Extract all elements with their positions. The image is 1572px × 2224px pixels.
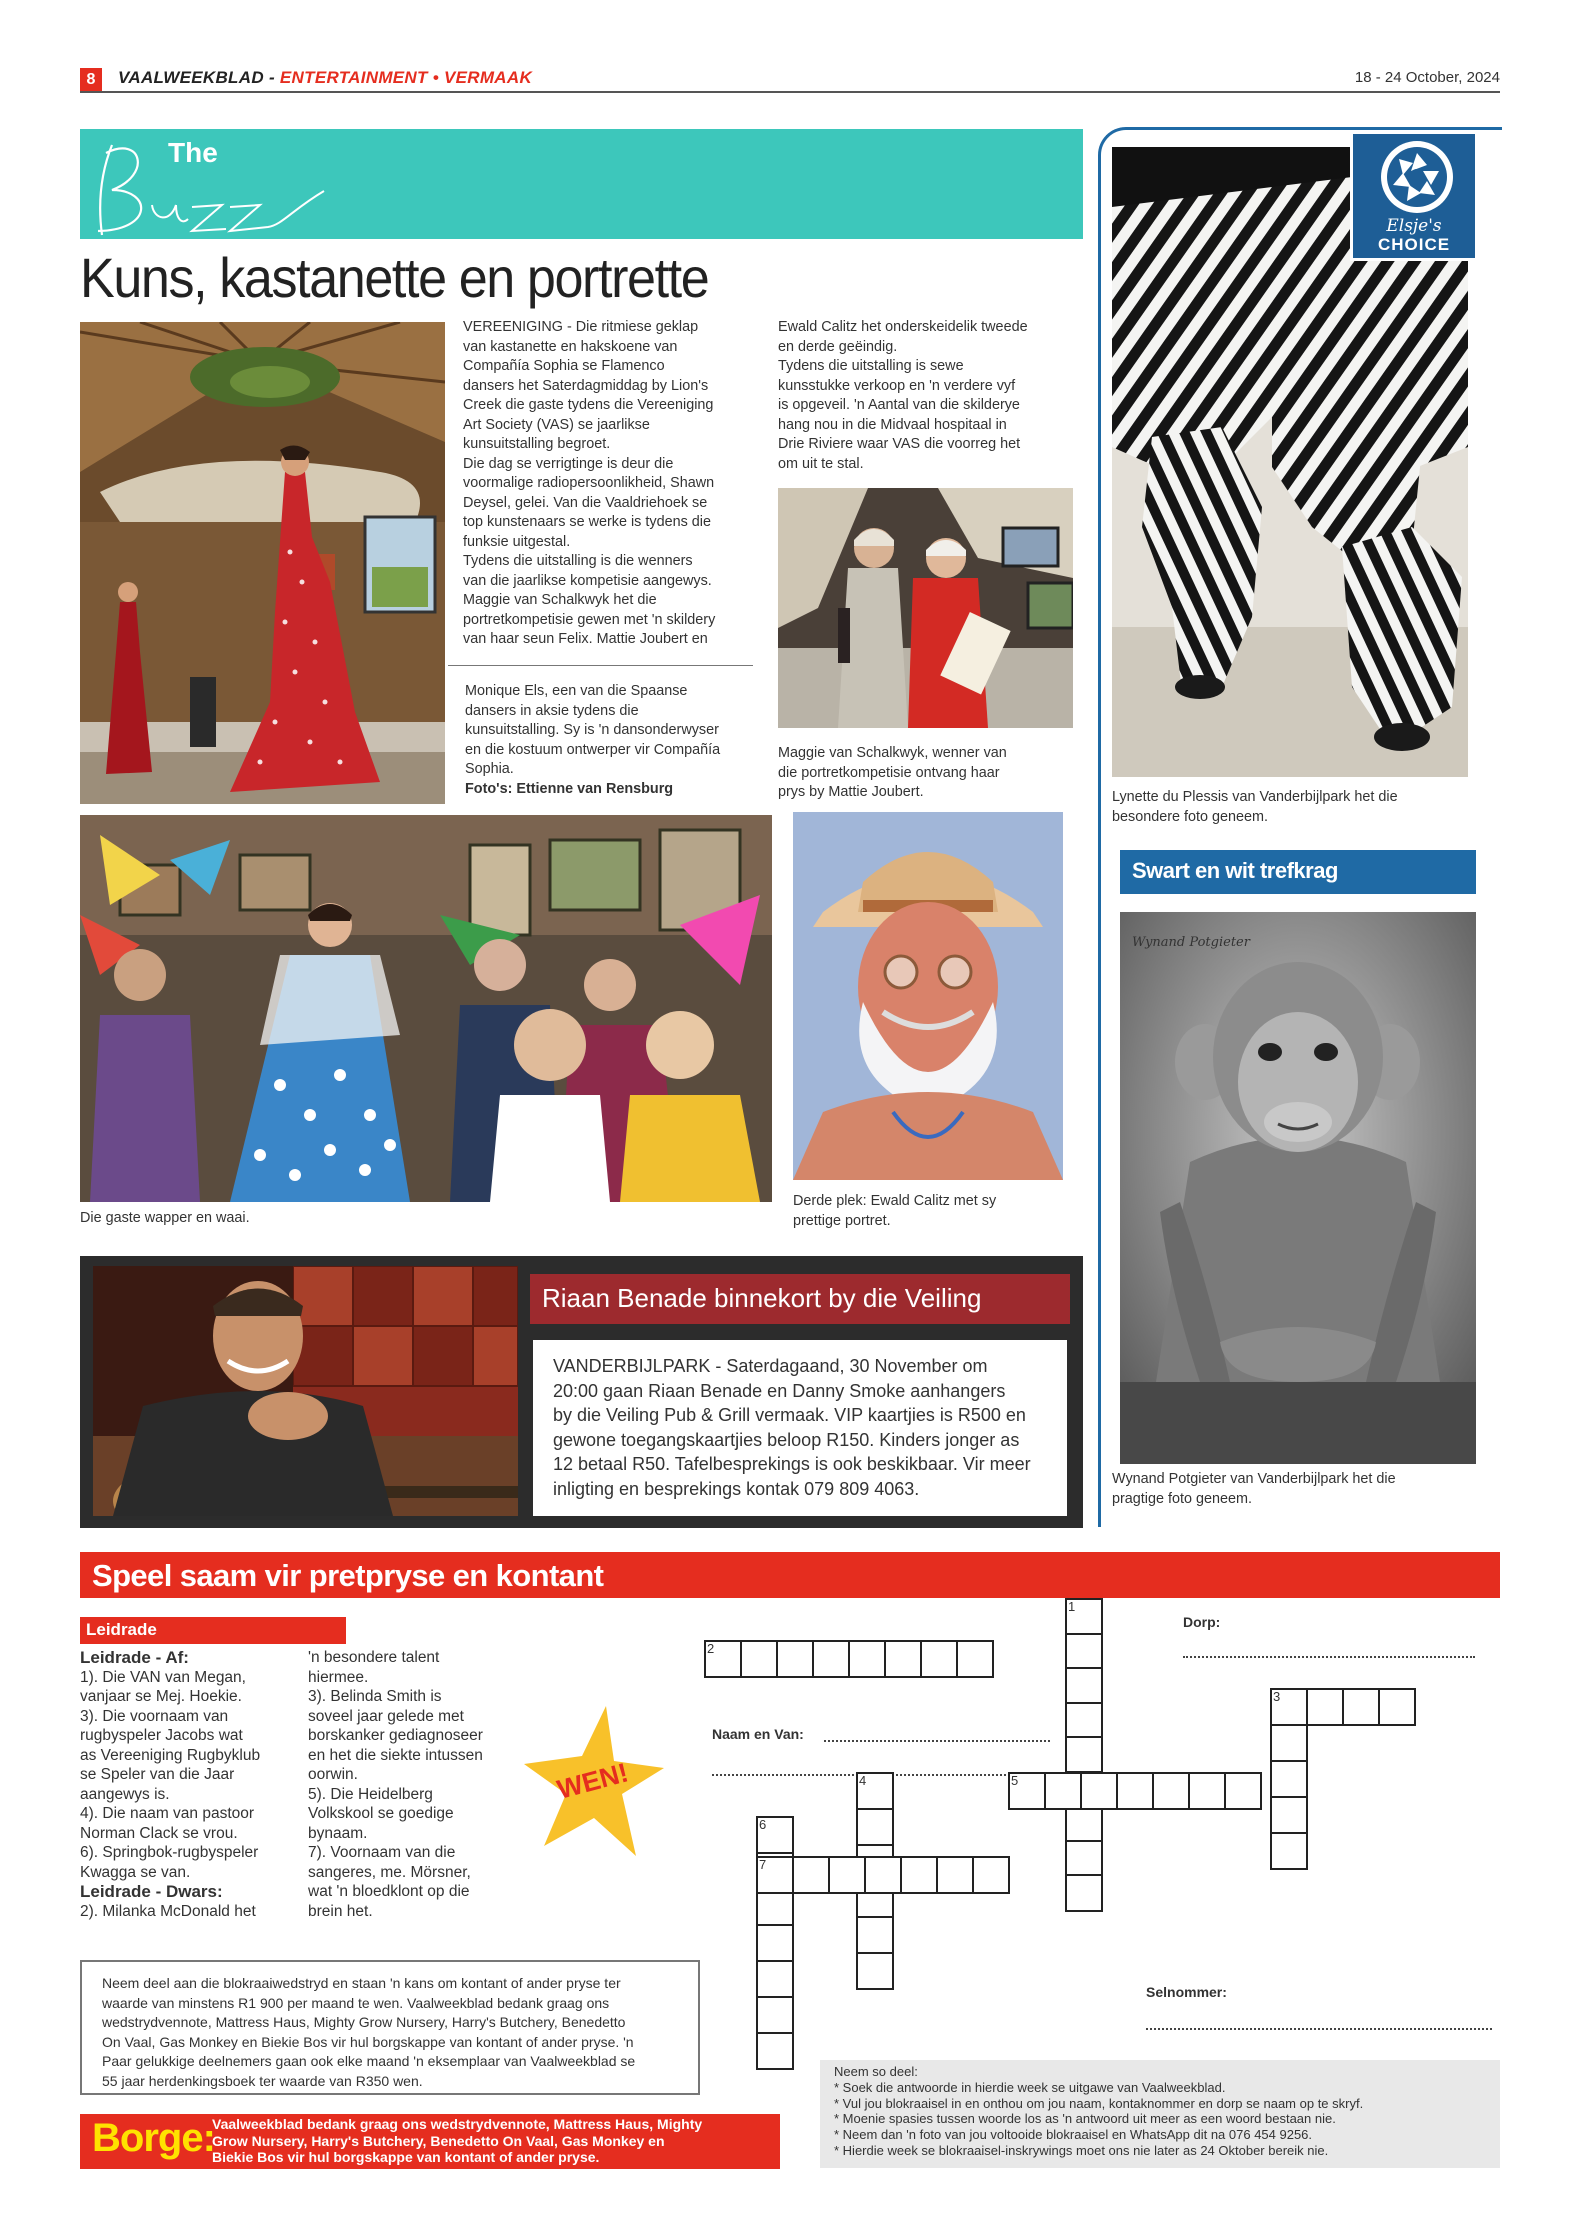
caption-zebra: [1112, 788, 1482, 827]
clue-line: 3). Belinda Smith is: [308, 1688, 442, 1705]
clue-line: hiermee.: [308, 1668, 369, 1686]
caption-line: die portretkompetisie ontvang haar: [778, 764, 1000, 781]
crossword-cell[interactable]: [1065, 1702, 1103, 1740]
caption-dancer: [465, 682, 775, 799]
article-line: top kunstenaars se werke is tydens die: [463, 514, 711, 530]
info-line: wedstrydvennote, Mattress Haus, Mighty Grow Nursery, Harry's Butchery, Benedetto: [102, 2014, 626, 2030]
crossword-cell[interactable]: [756, 2032, 794, 2070]
header-rule: [80, 91, 1500, 93]
info-line: 55 jaar herdenkingsboek ter waarde van R350 wen.: [102, 2072, 423, 2089]
article-line: Tydens die uitstalling is sewe: [778, 358, 964, 374]
naam-label: Naam en Van:: [712, 1726, 804, 1742]
clues-dwars-heading: Leidrade - Dwars:: [80, 1882, 223, 1901]
photo-chimpanzee: [1120, 912, 1476, 1464]
article-line: Drie Riviere waar VAS die voorreg het: [778, 436, 1021, 452]
clue-line: bynaam.: [308, 1824, 368, 1842]
caption-line: prettige portret.: [793, 1212, 891, 1229]
article-line: dansers het Saterdagmiddag by Lion's: [463, 377, 709, 394]
crossword-cell[interactable]: [1044, 1772, 1082, 1810]
crossword-cell[interactable]: [1306, 1688, 1344, 1726]
article-line: Deysel, gelei. Van die Vaaldriehoek se: [463, 494, 708, 511]
clue-line: 2). Milanka McDonald het: [80, 1902, 256, 1920]
wen-star-icon: [524, 1706, 664, 1856]
borge-word: Borge:: [92, 2116, 215, 2160]
article-line: is opgeveil. 'n Aantal van die skilderye: [778, 397, 1020, 413]
crossword-cell[interactable]: [1270, 1724, 1308, 1762]
borge-line: Grow Nursery, Harry's Butchery, Benedetto On Vaal, Gas Monkey en: [212, 2132, 665, 2149]
caption-line: Lynette du Plessis van Vanderbijlpark het die: [1112, 789, 1398, 805]
article-line: Creek die gaste tydens die Vereeniging: [463, 397, 714, 413]
info-line: Neem deel aan die blokraaiwedstryd en staan 'n kans om kontant of ander pryse ter: [102, 1975, 621, 1991]
crossword-number: 5: [1011, 1773, 1019, 1788]
chimp-signature: Wynand Potgieter: [1132, 935, 1250, 950]
article-line: VEREENIGING - Die ritmiese geklap: [463, 319, 699, 335]
clues-column-1: [80, 1648, 310, 1921]
riaan-line: inligting en besprekings kontak 079 809 4063.: [553, 1478, 920, 1499]
crossword-cell[interactable]: [792, 1856, 830, 1894]
clue-line: oorwin.: [308, 1766, 358, 1783]
dorp-field[interactable]: [1183, 1656, 1475, 1658]
borge-line: Vaalweekblad bedank graag ons wedstrydvennote, Mattress Haus, Mighty: [212, 2116, 703, 2132]
article-line: Ewald Calitz het onderskeidelik tweede: [778, 319, 1028, 335]
clue-line: Norman Clack se vrou.: [80, 1824, 238, 1842]
crossword-cell[interactable]: [1270, 1760, 1308, 1798]
caption-guests: Die gaste wapper en waai.: [80, 1210, 250, 1226]
clue-line: 4). Die naam van pastoor: [80, 1805, 255, 1822]
crossword-cell[interactable]: [856, 1952, 894, 1990]
clue-line: vanjaar se Mej. Hoekie.: [80, 1688, 242, 1705]
article-column-2: [778, 318, 1083, 474]
crossword-cell[interactable]: [740, 1640, 778, 1678]
leidrade-tag: Leidrade: [80, 1617, 346, 1644]
crossword-cell[interactable]: [900, 1856, 938, 1894]
clues-af-heading: Leidrade - Af:: [80, 1648, 189, 1667]
crossword-cell[interactable]: [1065, 1874, 1103, 1912]
info-line: On Vaal, Gas Monkey en Biekie Bos vir hul borgskappe van kontant of ander pryse. 'n: [102, 2033, 634, 2050]
clue-line: aangewys is.: [80, 1785, 170, 1803]
article-line: voormalige radiopersoonlikheid, Shawn: [463, 475, 715, 491]
crossword-cell[interactable]: [756, 1996, 794, 2034]
riaan-line: by die Veiling Pub & Grill vermaak. VIP kaartjies is R500 en: [553, 1405, 1026, 1425]
caption-line: Maggie van Schalkwyk, wenner van: [778, 745, 1007, 761]
camera-shutter-icon: [1381, 141, 1453, 213]
issue-date: 18 - 24 October, 2024: [1354, 69, 1500, 86]
photo-ewald-portrait: [793, 812, 1063, 1180]
dorp-label: Dorp:: [1183, 1614, 1221, 1630]
crossword-cell[interactable]: [972, 1856, 1010, 1894]
riaan-line: 12 betaal R50. Tafelbesprekings is ook beskikbaar. Vir meer: [553, 1454, 1031, 1474]
clue-line: 5). Die Heidelberg: [308, 1785, 433, 1803]
article-line: hang nou in die Midvaal hospitaal in: [778, 416, 1007, 433]
buzz-script-text: Buzz: [92, 135, 95, 136]
clue-line: 6). Springbok-rugbyspeler: [80, 1844, 259, 1861]
photo-flamenco-dancer: [80, 322, 445, 804]
crossword-banner: Speel saam vir pretpryse en kontant: [80, 1552, 1500, 1598]
crossword-number: 3: [1273, 1689, 1281, 1704]
crossword-cell[interactable]: [1270, 1832, 1308, 1870]
clue-line: wat 'n bloedklont op die: [308, 1883, 470, 1900]
crossword-cell[interactable]: [1378, 1688, 1416, 1726]
masthead-section: ENTERTAINMENT • VERMAAK: [279, 68, 533, 87]
photo-credit: Foto's: Ettienne van Rensburg: [465, 780, 674, 797]
caption-line: prys by Mattie Joubert.: [778, 784, 924, 800]
crossword-cell[interactable]: [956, 1640, 994, 1678]
riaan-heading: Riaan Benade binnekort by die Veiling: [530, 1274, 1070, 1324]
instruction-line: * Moenie spasies tussen woorde los as 'n antwoord uit meer as een woord bestaan nie.: [834, 2111, 1336, 2127]
naam-field-1[interactable]: [824, 1740, 1050, 1742]
clue-line: Volkskool se goedige: [308, 1805, 454, 1822]
photo-maggie-prize: [778, 488, 1073, 728]
crossword-cell[interactable]: [828, 1856, 866, 1894]
caption-line: dansers in aksie tydens die: [465, 702, 639, 719]
clue-line: 7). Voornaam van die: [308, 1844, 456, 1861]
column-rule: [448, 665, 753, 666]
clue-line: soveel jaar gelede met: [308, 1707, 464, 1725]
caption-line: Monique Els, een van die Spaanse: [465, 683, 688, 699]
crossword-cell[interactable]: [1342, 1688, 1380, 1726]
clue-line: rugbyspeler Jacobs wat: [80, 1727, 243, 1744]
borge-line: Biekie Bos vir hul borgskappe van kontant of ander pryse.: [212, 2149, 600, 2165]
article-line: portretkompetisie gewen met 'n skildery: [463, 611, 716, 628]
article-line: Art Society (VAS) se jaarlikse: [463, 416, 650, 433]
article-line: Tydens die uitstalling is die wenners: [463, 553, 693, 569]
crossword-cell[interactable]: [756, 1960, 794, 1998]
crossword-cell[interactable]: [848, 1640, 886, 1678]
crossword-cell[interactable]: [1152, 1772, 1190, 1810]
article-line: om uit te stal.: [778, 455, 864, 472]
clue-line: borskanker gediagnoseer: [308, 1727, 483, 1744]
article-line: funksie uitgestal.: [463, 533, 571, 550]
crossword-number: 2: [707, 1641, 715, 1656]
crossword-cell[interactable]: [1116, 1772, 1154, 1810]
clue-line: 'n besondere talent: [308, 1649, 440, 1666]
crossword-cell[interactable]: [884, 1640, 922, 1678]
clue-line: as Vereeniging Rugbyklub: [80, 1746, 261, 1764]
crossword-number: 6: [759, 1817, 767, 1832]
crossword-number: 4: [859, 1773, 867, 1788]
masthead-name: VAALWEEKBLAD: [118, 68, 264, 87]
borge-text: [212, 2116, 772, 2166]
clue-line: 3). Die voornaam van: [80, 1707, 229, 1725]
masthead: VAALWEEKBLAD - ENTERTAINMENT • VERMAAK: [118, 68, 533, 87]
crossword-cell[interactable]: [756, 1924, 794, 1962]
crossword-cell[interactable]: [1080, 1772, 1118, 1810]
page-number: 8: [80, 68, 102, 92]
caption-line: Derde plek: Ewald Calitz met sy: [793, 1193, 997, 1209]
instruction-line: * Neem dan 'n foto van jou voltooide blokraaisel en WhatsApp dit na 076 454 9256.: [834, 2127, 1313, 2143]
crossword-cell[interactable]: [1065, 1805, 1103, 1843]
sel-label: Selnommer:: [1146, 1984, 1227, 2000]
swart-wit-heading: Swart en wit trefkrag: [1120, 850, 1476, 894]
badge-choice: CHOICE: [1377, 235, 1451, 254]
crossword-number: 7: [759, 1857, 767, 1872]
clue-line: brein het.: [308, 1902, 373, 1920]
competition-info-box: [80, 1960, 700, 2095]
instruction-line: * Vul jou blokraaisel in en onthou om jou naam, kontaknommer en dorp se naam op te skryf.: [834, 2095, 1364, 2111]
caption-chimp: [1112, 1470, 1482, 1509]
clue-line: sangeres, me. Mörsner,: [308, 1863, 471, 1881]
clues-column-2: [308, 1648, 508, 1921]
caption-line: en die kostuum ontwerper vir Compañía: [465, 741, 721, 758]
article-headline: Kuns, kastanette en portrette: [80, 246, 709, 309]
instruction-line: Neem so deel:: [834, 2064, 918, 2079]
article-line: en derde geëindig.: [778, 338, 898, 355]
crossword-cell[interactable]: [936, 1856, 974, 1894]
info-line: waarde van minstens R1 900 per maand te wen. Vaalweekblad bedank graag ons: [102, 1994, 610, 2011]
elsje-choice-badge: [1350, 131, 1478, 261]
clue-line: Kwagga se van.: [80, 1863, 191, 1881]
sel-field[interactable]: [1146, 2028, 1492, 2030]
article-line: van die jaarlikse kompetisie aangewys.: [463, 572, 712, 589]
riaan-line: 20:00 gaan Riaan Benade en Danny Smoke aanhangers: [553, 1380, 1006, 1401]
article-line: Maggie van Schalkwyk het die: [463, 592, 657, 608]
clue-line: 1). Die VAN van Megan,: [80, 1668, 246, 1686]
article-line: kunsuitstalling begroet.: [463, 436, 611, 452]
riaan-line: gewone toegangskaartjies beloop R150. Kinders jonger as: [553, 1429, 1020, 1450]
wen-label: WEN!: [554, 1757, 632, 1805]
article-line: van kastanette en hakskoene van: [463, 338, 678, 355]
crossword-cell[interactable]: [864, 1856, 902, 1894]
clue-line: en het die siekte intussen: [308, 1746, 483, 1764]
crossword-number: 1: [1068, 1599, 1076, 1614]
crossword-cell[interactable]: [1065, 1667, 1103, 1705]
instruction-line: * Hierdie week se blokraaisel-inskrywings moet ons nie later as 24 Oktober bereik nie.: [834, 2142, 1329, 2158]
caption-maggie: [778, 744, 1078, 803]
info-line: Paar gelukkige deelnemers gaan ook elke maand 'n eksemplaar van Vaalweekblad se: [102, 2053, 636, 2069]
article-column-1: [463, 318, 763, 650]
caption-line: Sophia.: [465, 761, 514, 777]
crossword-cell[interactable]: [1224, 1772, 1262, 1810]
riaan-body: [533, 1340, 1067, 1516]
caption-line: pragtige foto geneem.: [1112, 1490, 1253, 1507]
crossword-cell[interactable]: [856, 1916, 894, 1954]
article-line: Die dag se verrigtinge is deur die: [463, 455, 674, 472]
photo-guests-waving: [80, 815, 772, 1202]
caption-line: besondere foto geneem.: [1112, 808, 1269, 825]
crossword-cell[interactable]: [1065, 1736, 1103, 1774]
crossword-cell[interactable]: [776, 1640, 814, 1678]
crossword-cell[interactable]: [1065, 1633, 1103, 1671]
photo-riaan-benade: [93, 1266, 518, 1516]
crossword-cell[interactable]: [1188, 1772, 1226, 1810]
caption-line: kunsuitstalling. Sy is 'n dansonderwyser: [465, 722, 719, 738]
article-line: Compañía Sophia se Flamenco: [463, 358, 665, 374]
crossword-cell[interactable]: [856, 1808, 894, 1846]
article-line: van haar seun Felix. Mattie Joubert en: [463, 631, 708, 647]
entry-instructions: [820, 2060, 1500, 2168]
clue-line: se Speler van die Jaar: [80, 1766, 235, 1783]
caption-ewald: [793, 1192, 1073, 1231]
caption-line: Wynand Potgieter van Vanderbijlpark het die: [1112, 1471, 1396, 1487]
crossword-cell[interactable]: [920, 1640, 958, 1678]
riaan-line: VANDERBIJLPARK - Saterdagaand, 30 November om: [553, 1356, 988, 1376]
buzz-the: The: [168, 137, 218, 168]
crossword-cell[interactable]: [1270, 1796, 1308, 1834]
crossword-cell[interactable]: [812, 1640, 850, 1678]
instruction-line: * Soek die antwoorde in hierdie week se uitgawe van Vaalweekblad.: [834, 2079, 1226, 2095]
crossword-cell[interactable]: [1065, 1840, 1103, 1878]
article-line: kunsstukke verkoop en 'n verdere vyf: [778, 377, 1016, 394]
badge-elsje: Elsje's: [1386, 216, 1442, 236]
